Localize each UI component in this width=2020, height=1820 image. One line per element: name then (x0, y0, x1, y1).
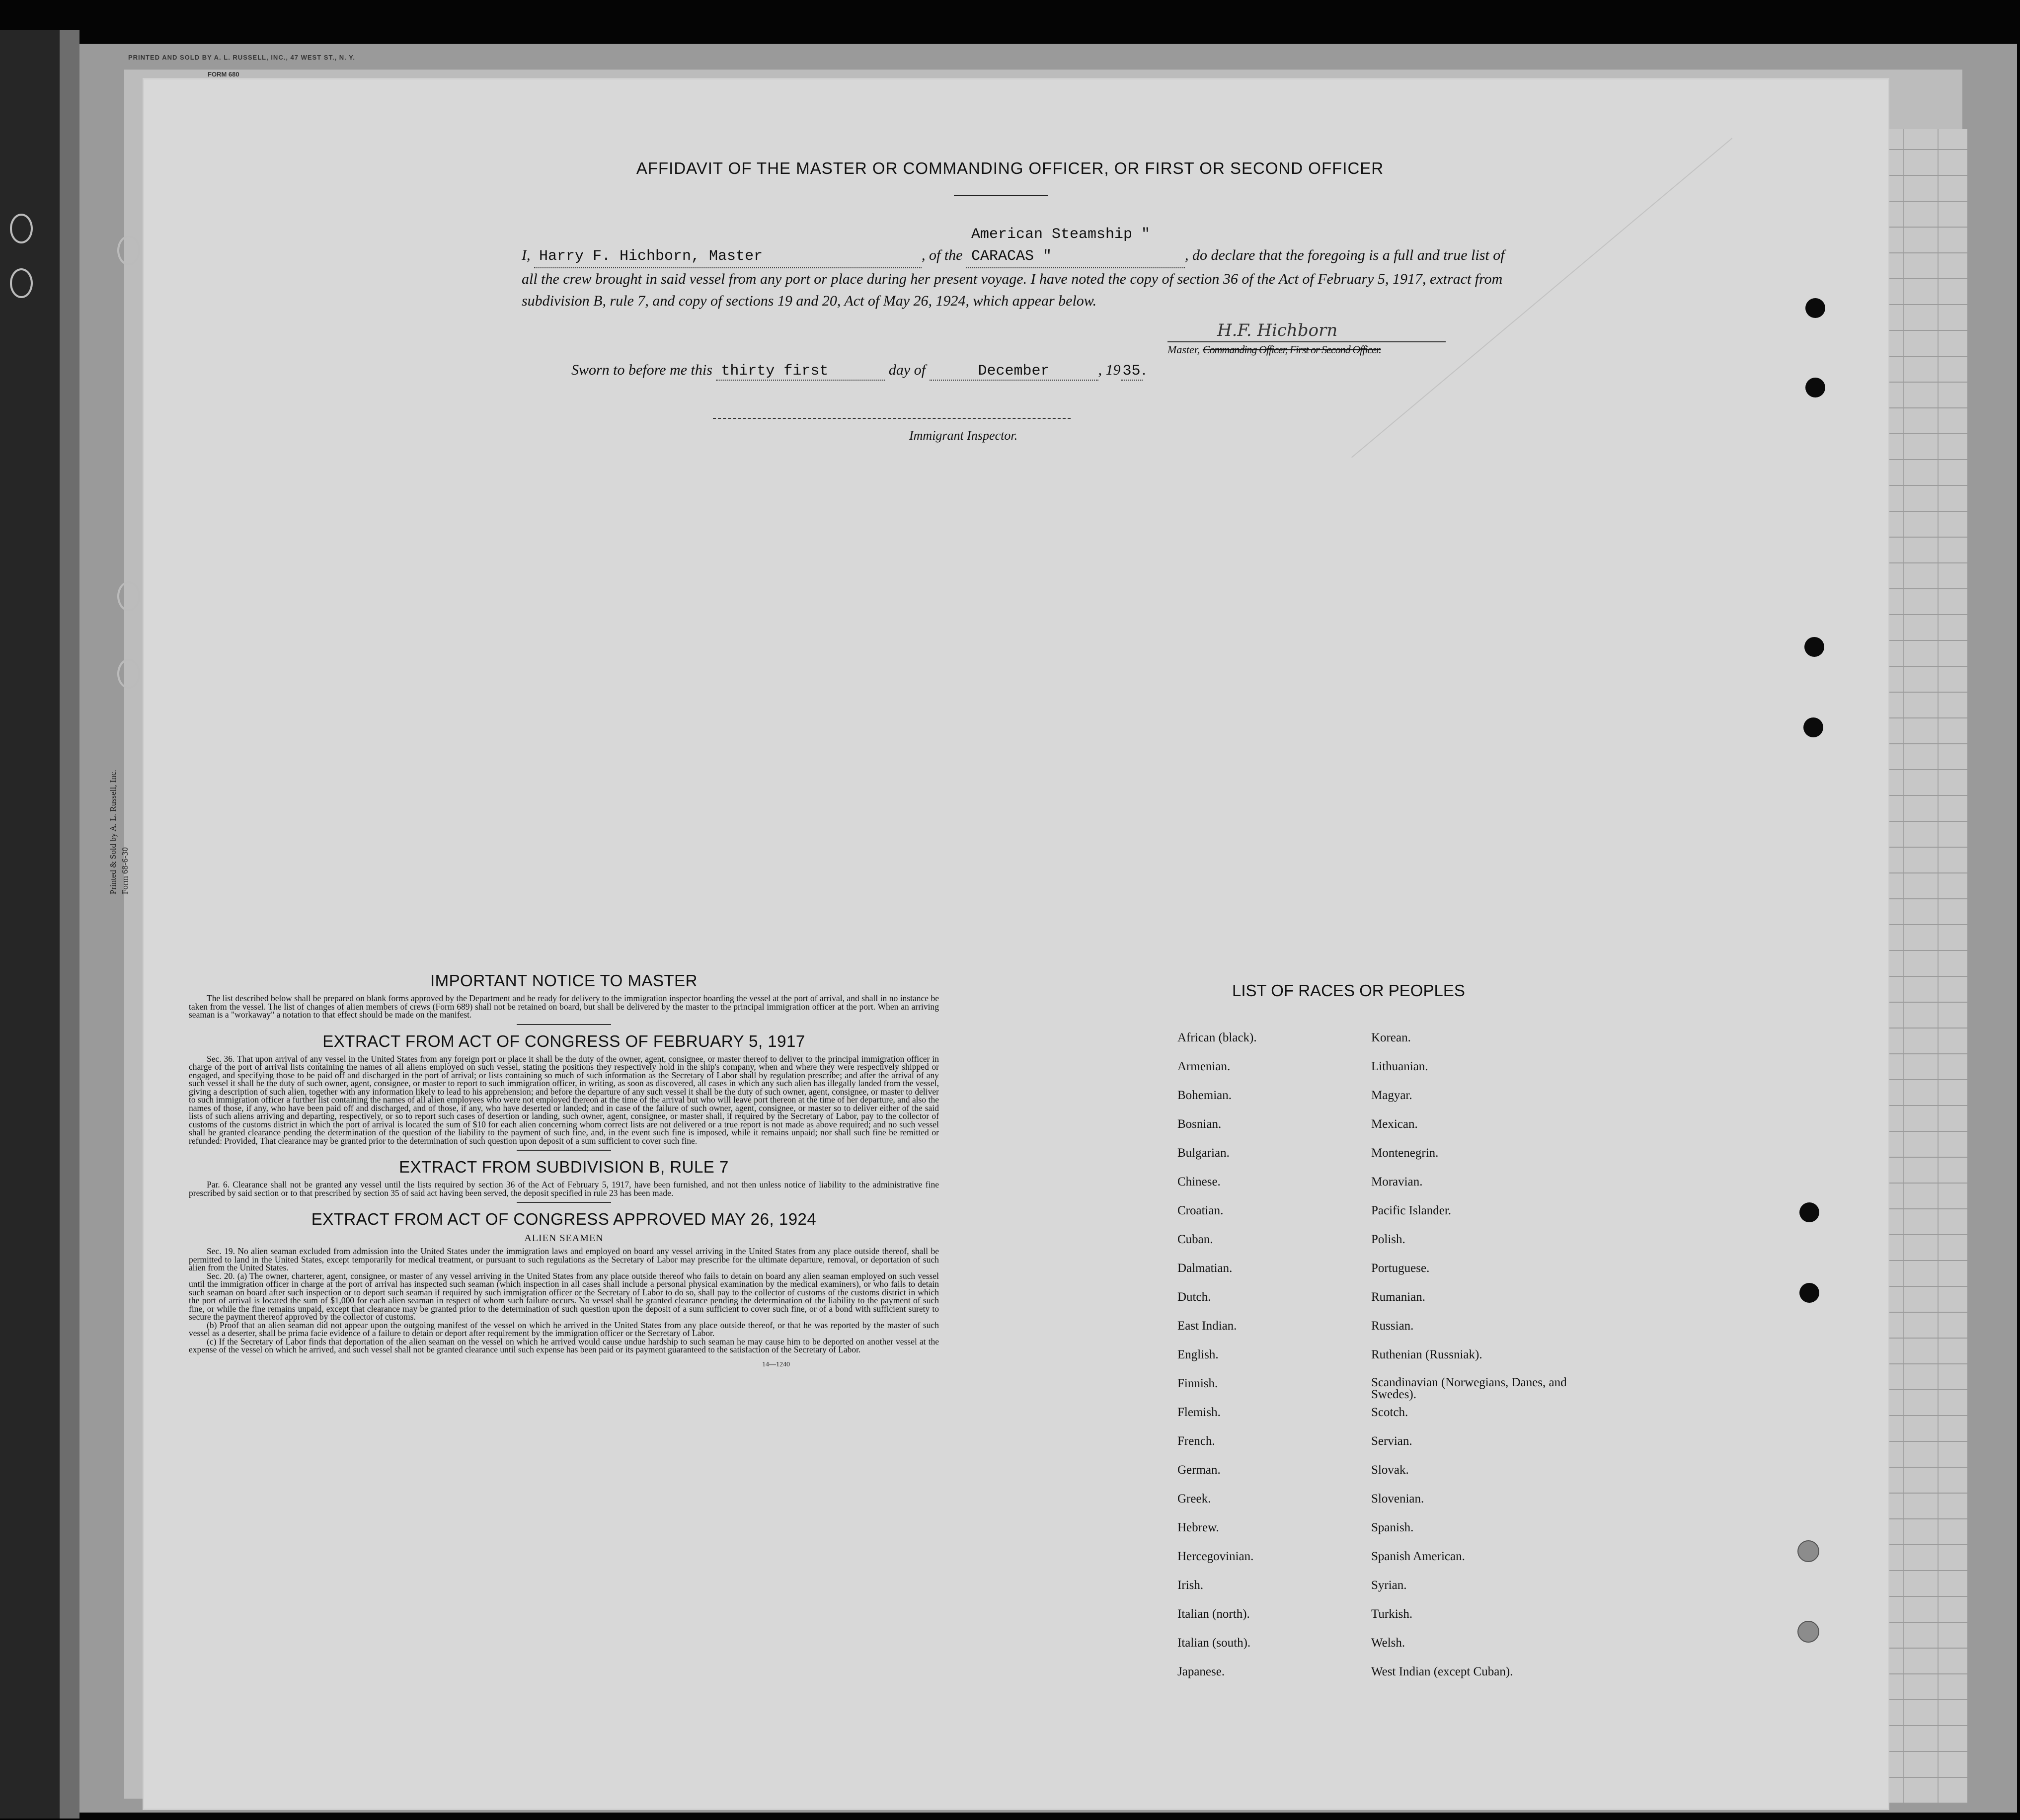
extract2-text: Par. 6. Clearance shall not be granted any vessel until the lists required by section 36 of the Act of February 5, 1917, have been furnished, and not then unless notice of liability to the administrative fine prescribed by said section or to that prescribed by section 35 of said act having been served, the deposit specified in rule 23 has been made. (189, 1180, 939, 1198)
race-item: Montenegrin. (1371, 1146, 1439, 1160)
race-item: Greek. (1177, 1492, 1211, 1505)
section-rule (517, 1202, 611, 1203)
race-item: Syrian. (1371, 1579, 1407, 1592)
race-item: Bosnian. (1177, 1117, 1222, 1131)
sworn-year-field: 35 (1121, 363, 1143, 381)
title-rule (954, 195, 1048, 196)
binder-ring-icon (117, 659, 140, 689)
inspector-label: Immigrant Inspector. (909, 428, 1018, 443)
affidavit-page (144, 79, 1888, 1809)
punch-hole-icon (1797, 1540, 1819, 1562)
notice-text: The list described below shall be prepared on blank forms approved by the Department and be ready for delivery to the immigration inspector boarding the vessel at the port of arrival, and shall in no instance be taken from the vessel. The list of changes of alien members of crews (Form 689) shall not be retained on board, but shall be delivered by the master to the principal immigration officer at the port. When an arriving seaman is a "workaway" a notation to that effect should be made on the manifest. (189, 993, 939, 1020)
binder-ring-icon (10, 214, 33, 243)
race-item: English. (1177, 1348, 1219, 1361)
signature-block (1167, 320, 1446, 356)
race-item: Pacific Islander. (1371, 1204, 1452, 1217)
notice-section (189, 971, 939, 1369)
races-section (1172, 981, 1580, 1678)
vessel-name-field: American Steamship " CARACAS " (966, 224, 1185, 268)
race-item: Hercegovinian. (1177, 1550, 1254, 1563)
races-title: LIST OF RACES OR PEOPLES (1232, 981, 1465, 1000)
extract2-title: EXTRACT FROM SUBDIVISION B, RULE 7 (399, 1158, 729, 1176)
printer-line: PRINTED AND SOLD BY A. L. RUSSELL, INC., 47 WEST ST., N. Y. (128, 54, 355, 61)
race-item: Spanish American. (1371, 1550, 1465, 1563)
side-imprint (107, 770, 131, 894)
form-code: 14—1240 (762, 1360, 790, 1368)
affidavit-i: I, (522, 247, 531, 263)
sworn-month-field: December (930, 363, 1098, 381)
punch-hole-icon (1799, 1202, 1819, 1222)
punch-hole-icon (1799, 1283, 1819, 1303)
race-item: Scandinavian (Norwegians, Danes, and Swedes). (1371, 1376, 1567, 1401)
race-item: Hebrew. (1177, 1521, 1219, 1534)
race-item: Moravian. (1371, 1175, 1423, 1188)
master-signature: H.F. Hichborn (1167, 320, 1446, 342)
races-column-2 (1371, 1031, 1580, 1694)
race-item: African (black). (1177, 1031, 1257, 1044)
race-item: Slovak. (1371, 1463, 1409, 1477)
notice-title: IMPORTANT NOTICE TO MASTER (430, 971, 698, 990)
affidavit-text: that the foregoing is a full and true list of all the crew brought in said vessel from any port or place during her present voyage. I have noted the copy of section 36 of the Act of February 5, 1917, extract from subdivision B, rule 7, and copy of sections 19 and 20, Act of May 26, 1924, which appear below. (522, 247, 1505, 309)
binder-edge (60, 30, 79, 1819)
race-item: Slovenian. (1371, 1492, 1424, 1505)
punch-hole-icon (1797, 1621, 1819, 1643)
form-number: FORM 680 (208, 71, 239, 78)
affidavit-body (522, 224, 1515, 312)
race-item: Bulgarian. (1177, 1146, 1230, 1160)
sec20c-text: (c) If the Secretary of Labor finds that deportation of the alien seaman on the vessel on which he arrived would cause undue hardship to such seaman he may cause him to be deported on another vessel at the expense of the vessel on which he arrived, and such vessel shall not be granted clearance until such expense has been paid or its payment guaranteed to the satisfaction of the Secretary of Labor. (189, 1336, 939, 1354)
extract3-title: EXTRACT FROM ACT OF CONGRESS APPROVED MAY 26, 1924 (311, 1210, 817, 1228)
race-item: Polish. (1371, 1233, 1405, 1246)
race-item: Mexican. (1371, 1117, 1418, 1131)
binder-ring-icon (10, 268, 33, 298)
race-item: Italian (south). (1177, 1636, 1251, 1650)
race-item: Chinese. (1177, 1175, 1221, 1188)
race-item: Rumanian. (1371, 1290, 1426, 1304)
punch-hole-icon (1804, 637, 1824, 657)
binder-ring-icon (117, 581, 140, 611)
race-item: Servian. (1371, 1434, 1412, 1448)
signer-title (1167, 343, 1446, 356)
extract1-title: EXTRACT FROM ACT OF CONGRESS OF FEBRUARY 5, 1917 (322, 1031, 805, 1050)
race-item: Ruthenian (Russniak). (1371, 1348, 1482, 1361)
punch-hole-icon (1803, 717, 1823, 737)
race-item: Flemish. (1177, 1406, 1221, 1419)
affidavit-title: AFFIDAVIT OF THE MASTER OR COMMANDING OFFICER, OR FIRST OR SECOND OFFICER (636, 159, 1384, 177)
inspector-signature-line (713, 418, 1071, 419)
race-item: Dalmatian. (1177, 1262, 1233, 1275)
binder-ring-icon (117, 236, 140, 265)
extract1-text: Sec. 36. That upon arrival of any vessel in the United States from any foreign port or place it shall be the duty of the owner, agent, consignee, or master thereof to deliver to the principal immigration officer in charge of the port of arrival lists containing the names of all aliens employed on such vessel, stating the positions they respectively hold in the ship's company, when and where they were respectively shipped or engaged, and specifying those to be paid off and discharged in the port of arrival; or lists containing so much of such information as the Secretary of Labor shall by regulation prescribe; and after the arrival of any such vessel it shall be the duty of such owner, agent, consignee, or master to report to such immigration officer, in writing, as soon as discovered, all cases in which any such alien has illegally landed from the vessel, giving a description of such alien, together with any information likely to lead to his apprehension; and before the departure of any such vessel it shall be the duty of such owner, agent, consignee, or master to deliver to such immigration officer a further list containing the names of all alien employees who were not employed thereon at the time of the arrival but who will leave port thereon at the time of her departure, and also the names of those, if any, who have been paid off and discharged, and of those, if any, who have deserted or landed; and in case of the failure of such owner, agent, consignee, or master so to deliver either of the said lists of such aliens arriving and departing, respectively, or so to report such cases of desertion or landing, such owner, agent, consignee, or master shall, if required by the Secretary of Labor, pay to the collector of customs of the customs district in which the port of arrival is located the sum of $10 for each alien concerning whom correct lists are not delivered or a true report is not made as above required; and no such vessel shall be granted clearance pending the determination of the question of the liability to the payment of such fine, and, in the event such fine is imposed, while it remains unpaid; nor shall such fine be remitted or refunded: Provided, That clearance may be granted prior to the determination of such question upon deposit of a sum sufficient to cover such fine. (189, 1053, 939, 1146)
sworn-prefix: Sworn to before me this (571, 362, 712, 378)
year-suffix: . (1142, 362, 1147, 378)
do-declare-label: , do declare (1185, 247, 1255, 263)
race-item: Welsh. (1371, 1636, 1405, 1650)
side-imprint-line: Printed & Sold by A. L. Russell, Inc. (108, 770, 118, 894)
day-of-label: day of (888, 362, 926, 378)
side-imprint-line: Form 68-6-30 (120, 847, 130, 894)
punch-hole-icon (1805, 378, 1825, 397)
race-item: Spanish. (1371, 1521, 1414, 1534)
race-item: Korean. (1371, 1031, 1411, 1044)
race-item: Irish. (1177, 1579, 1204, 1592)
race-item: Turkish. (1371, 1607, 1413, 1621)
race-item: German. (1177, 1463, 1221, 1477)
signer-title-struck: Commanding Officer, First or Second Officer. (1202, 343, 1381, 356)
section-rule (517, 1150, 611, 1151)
race-item: East Indian. (1177, 1319, 1237, 1333)
race-item: Croatian. (1177, 1204, 1224, 1217)
race-item: Italian (north). (1177, 1607, 1250, 1621)
race-item: Russian. (1371, 1319, 1414, 1333)
extract3-subtitle: ALIEN SEAMEN (524, 1233, 604, 1244)
race-item: Bohemian. (1177, 1089, 1232, 1102)
race-item: Armenian. (1177, 1060, 1231, 1073)
race-item: Lithuanian. (1371, 1060, 1428, 1073)
race-item: Scotch. (1371, 1406, 1408, 1419)
race-item: Finnish. (1177, 1377, 1218, 1390)
year-prefix: , 19 (1098, 362, 1121, 378)
signer-title-master: Master, (1167, 343, 1200, 356)
sec20a-text: Sec. 20. (a) The owner, charterer, agent, consignee, or master of any vessel arriving in the United States from any place outside thereof who fails to detain on board any alien seaman employed on such vessel until the immigration officer in charge at the port of arrival has inspected such seaman (which inspection in all cases shall include a personal physical examination by the medical examiners), or who fails to detain such seaman on board after such inspection or to deport such seaman if required by such immigration officer or the Secretary of Labor to do so, shall pay to the collector of customs of the customs district in which the port of arrival is located the sum of $1,000 for each alien seaman in respect of whom such failure occurs. No vessel shall be granted clearance pending the determination of the liability to the payment of such fine, or while the fine remains unpaid, except that clearance may be granted prior to the determination of such question upon the deposit of a sum sufficient to cover such fine, or of a bond with sufficient surety to secure the payment thereof approved by the collector of customs. (189, 1270, 939, 1322)
sec20b-text: (b) Proof that an alien seaman did not appear upon the outgoing manifest of the vessel on which he arrived in the United States from any place outside thereof, or that he was reported by the master of such vessel as a deserter, shall be prima facie evidence of a failure to detain or deport after requirement by the immigration officer or the Secretary of Labor. (189, 1320, 939, 1338)
sec19-text: Sec. 19. No alien seaman excluded from admission into the United States under the immigration laws and employed on board any vessel arriving in the United States from any place outside thereof, shall be permitted to land in the United States, except temporarily for medical treatment, or pursuant to such regulations as the Secretary of Labor may prescribe for the ultimate departure, removal, or deportation of such alien from the United States. (189, 1246, 939, 1272)
race-item: Portuguese. (1371, 1262, 1430, 1275)
section-rule (517, 1024, 611, 1025)
race-item: Japanese. (1177, 1665, 1225, 1678)
of-the-label: , of the (922, 247, 963, 263)
punch-hole-icon (1805, 298, 1825, 318)
race-item: Dutch. (1177, 1290, 1211, 1304)
race-item: West Indian (except Cuban). (1371, 1665, 1513, 1678)
race-item: Cuban. (1177, 1233, 1213, 1246)
race-item: French. (1177, 1434, 1215, 1448)
sworn-line (571, 362, 1146, 381)
master-name-field: Harry F. Hichborn, Master (534, 245, 922, 268)
races-column-1 (1177, 1031, 1257, 1694)
race-item: Magyar. (1371, 1089, 1412, 1102)
sworn-day-field: thirty first (716, 363, 885, 381)
